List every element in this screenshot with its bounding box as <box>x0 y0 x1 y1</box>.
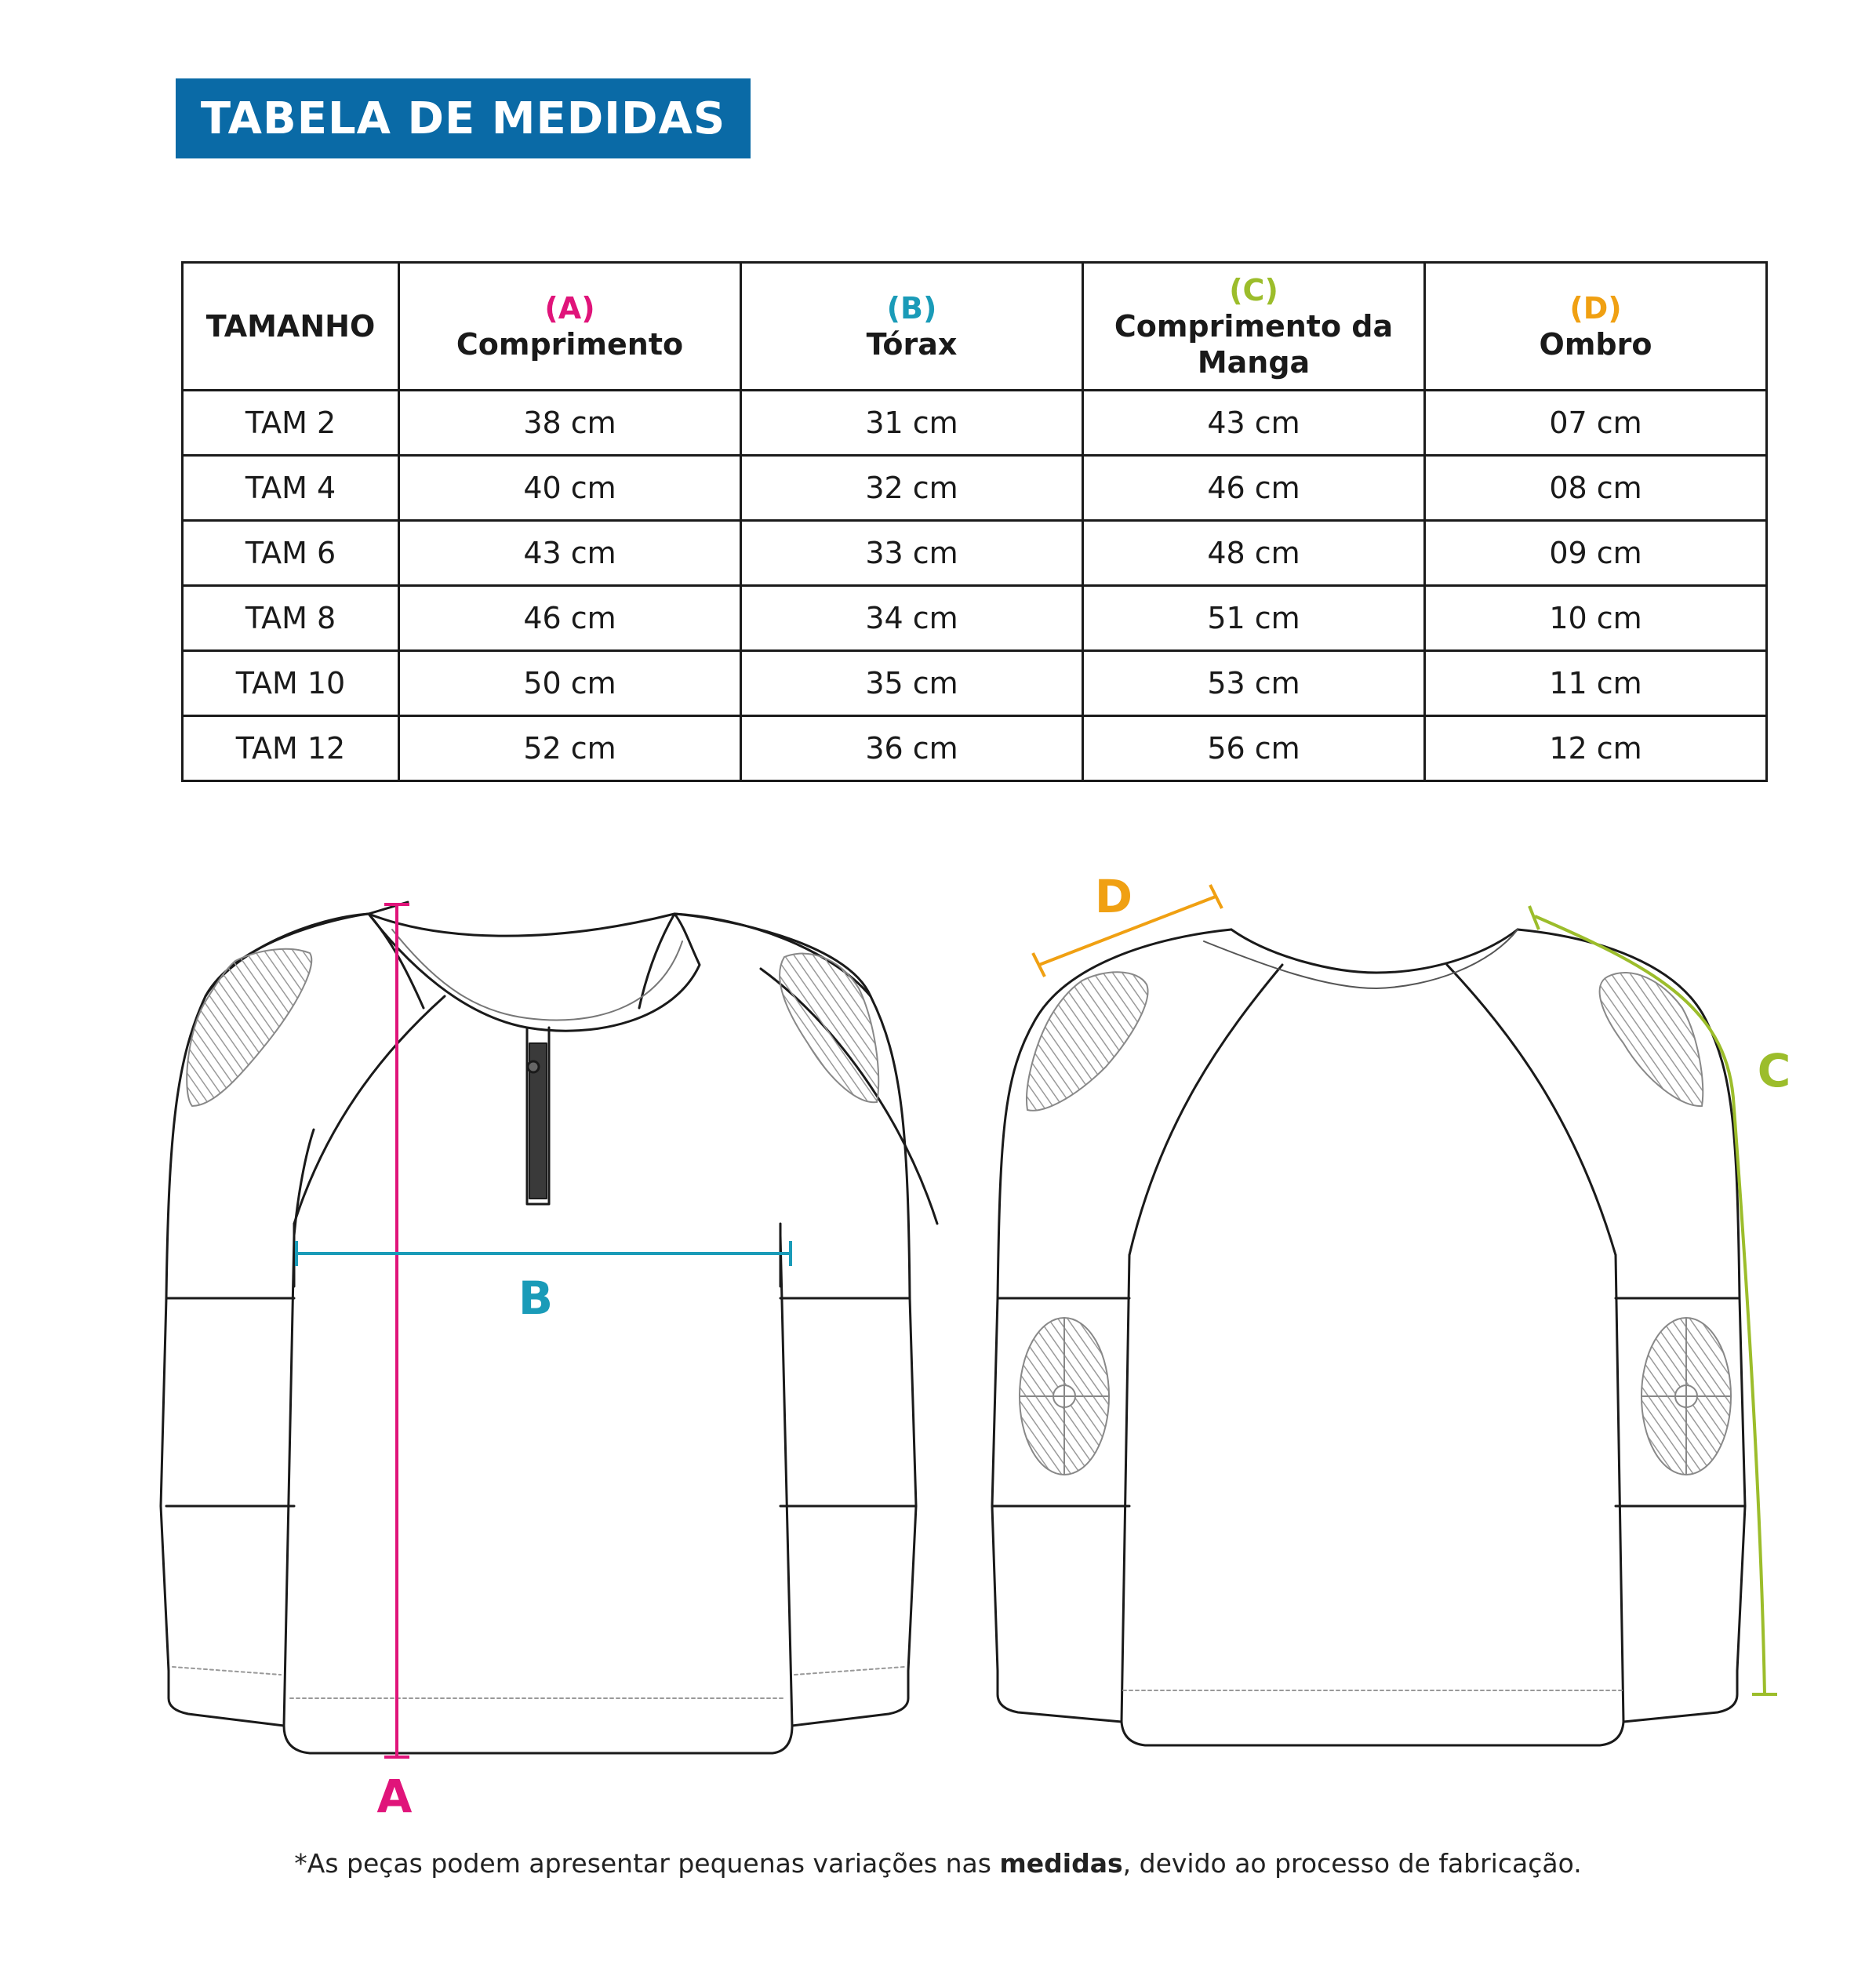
header-letter-c: (C) <box>1229 273 1278 307</box>
cell-chest: 33 cm <box>741 521 1083 586</box>
header-letter-b: (B) <box>886 291 937 326</box>
measure-label-a: A <box>376 1770 413 1823</box>
cell-sleeve: 43 cm <box>1083 391 1425 456</box>
back-right-elbow-pad <box>1642 1318 1731 1475</box>
measure-a <box>384 904 409 1757</box>
header-label: Tórax <box>866 327 958 362</box>
footnote <box>0 1848 1876 1879</box>
footnote-suffix: , devido ao processo de fabricação. <box>1122 1848 1582 1879</box>
measure-label-b: B <box>518 1272 554 1325</box>
cell-chest: 31 cm <box>741 391 1083 456</box>
cell-chest: 32 cm <box>741 456 1083 521</box>
cell-length: 50 cm <box>399 651 741 716</box>
front-left-shoulder-pad <box>187 949 311 1106</box>
zipper-pull-icon <box>528 1061 539 1072</box>
cell-size: TAM 8 <box>183 586 399 651</box>
cell-sleeve: 56 cm <box>1083 716 1425 781</box>
measure-label-c: C <box>1757 1044 1791 1097</box>
cell-size: TAM 12 <box>183 716 399 781</box>
cell-size: TAM 10 <box>183 651 399 716</box>
back-body <box>1122 1255 1623 1745</box>
cell-shoulder: 10 cm <box>1425 586 1767 651</box>
cell-shoulder: 09 cm <box>1425 521 1767 586</box>
cell-length: 38 cm <box>399 391 741 456</box>
back-left-elbow-pad <box>1020 1318 1109 1475</box>
back-raglan-right <box>1447 965 1616 1255</box>
cell-shoulder: 07 cm <box>1425 391 1767 456</box>
back-left-shoulder-pad <box>1027 972 1147 1110</box>
front-right-sleeve <box>674 914 916 1726</box>
front-right-shoulder-pad <box>780 954 878 1103</box>
cell-sleeve: 53 cm <box>1083 651 1425 716</box>
header-label: Comprimento <box>456 327 684 362</box>
cell-chest: 36 cm <box>741 716 1083 781</box>
cell-length: 40 cm <box>399 456 741 521</box>
header-label: Ombro <box>1539 327 1652 362</box>
measure-label-d: D <box>1094 870 1133 923</box>
page-title: TABELA DE MEDIDAS <box>200 93 726 144</box>
cell-chest: 35 cm <box>741 651 1083 716</box>
header-letter-a: (A) <box>544 291 595 326</box>
back-raglan-left <box>1129 965 1282 1255</box>
back-collar <box>1231 930 1518 973</box>
front-raglan-left <box>294 996 445 1224</box>
cell-length: 52 cm <box>399 716 741 781</box>
cell-sleeve: 51 cm <box>1083 586 1425 651</box>
header-letter-d: (D) <box>1569 291 1622 326</box>
front-left-sleeve-inner <box>294 1130 314 1235</box>
cell-sleeve: 46 cm <box>1083 456 1425 521</box>
cell-size: TAM 6 <box>183 521 399 586</box>
measure-b <box>296 1241 791 1266</box>
cell-shoulder: 12 cm <box>1425 716 1767 781</box>
front-torso <box>282 984 933 1757</box>
cell-shoulder: 08 cm <box>1425 456 1767 521</box>
footnote-prefix: *As peças podem apresentar pequenas variações nas <box>294 1848 1000 1879</box>
cell-shoulder: 11 cm <box>1425 651 1767 716</box>
cell-chest: 34 cm <box>741 586 1083 651</box>
cell-size: TAM 2 <box>183 391 399 456</box>
header-label: TAMANHO <box>205 309 376 344</box>
cell-length: 46 cm <box>399 586 741 651</box>
cell-size: TAM 4 <box>183 456 399 521</box>
footnote-bold: medidas <box>999 1848 1123 1879</box>
header-label: Comprimento da Manga <box>1114 309 1394 380</box>
cell-length: 43 cm <box>399 521 741 586</box>
cell-sleeve: 48 cm <box>1083 521 1425 586</box>
